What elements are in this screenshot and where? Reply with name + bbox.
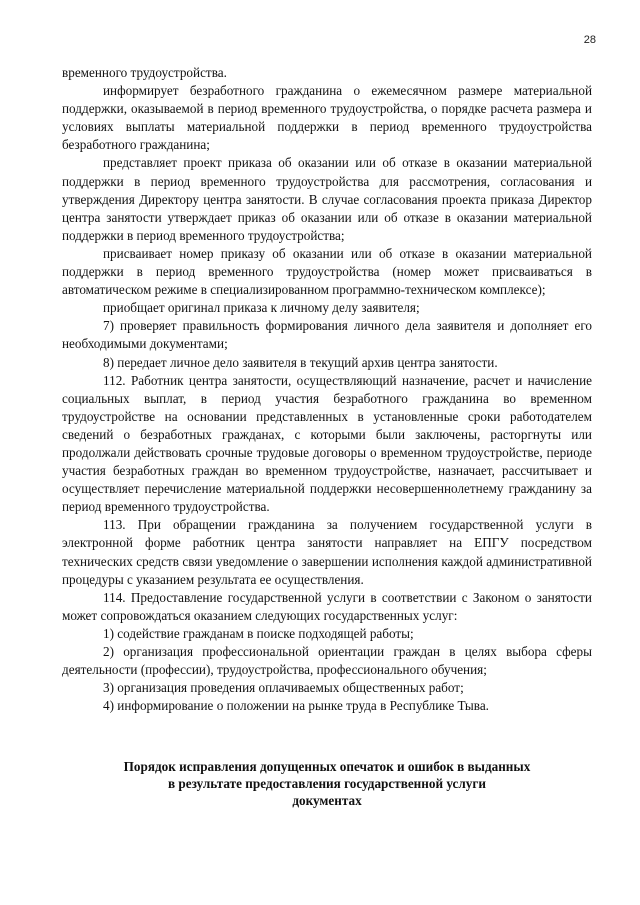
- section-heading: [62, 758, 592, 809]
- paragraph-informs: информирует безработного гражданина о ежемесячном размере материальной поддержки, оказываемой в период временного трудоустройства, о порядке расчета размера и условиях выплаты материальной поддержки в период временного трудоустройства безработного гражданина;: [62, 83, 592, 153]
- paragraph-continuation: временного трудоустройства.: [62, 65, 227, 80]
- list-item-2: 2) организация профессиональной ориентации граждан в целях выбора сферы деятельности (профессии), трудоустройства, профессионального обучения;: [62, 644, 592, 678]
- paragraph-item-7: 7) проверяет правильность формирования личного дела заявителя и дополняет его необходимыми документами;: [62, 318, 592, 352]
- list-item-4: 4) информирование о положении на рынке труда в Республике Тыва.: [103, 698, 489, 714]
- paragraph-presents-draft-order: представляет проект приказа об оказании или об отказе в оказании материальной поддержки в период временного трудоустройства для рассмотрения, согласования и утверждения Директору центра занятости. В случае согласования проекта приказа Директор центра занятости утверждает приказ об оказании или об отказе в оказании материальной поддержки в период временного трудоустройства;: [62, 155, 592, 243]
- list-item-3: 3) организация проведения оплачиваемых общественных работ;: [103, 680, 464, 696]
- paragraph-attaches-original: приобщает оригинал приказа к личному делу заявителя;: [103, 300, 420, 316]
- paragraph-item-8: 8) передает личное дело заявителя в текущий архив центра занятости.: [103, 354, 498, 370]
- heading-line-2: в результате предоставления государственной услуги: [168, 776, 486, 791]
- paragraph-113: 113. При обращении гражданина за получением государственной услуги в электронной форме работник центра занятости направляет на ЕПГУ посредством технических средств связи уведомление о завершении исполнения каждой административной процедуры с указанием результата ее осуществления.: [62, 517, 592, 587]
- page-number: 28: [583, 34, 596, 46]
- list-item-1: 1) содействие гражданам в поиске подходящей работы;: [103, 625, 414, 641]
- paragraph-114: 114. Предоставление государственной услуги в соответствии с Законом о занятости может сопровождаться оказанием следующих государственных услуг:: [62, 589, 592, 623]
- paragraph-assigns-number: присваивает номер приказу об оказании или об отказе в оказании материальной поддержки в период временного трудоустройства (номер может присваиваться в автоматическом режиме в специализированном программно-техническом комплексе);: [62, 245, 592, 298]
- heading-line-3: документах: [292, 793, 362, 808]
- heading-line-1: Порядок исправления допущенных опечаток и ошибок в выданных: [123, 759, 531, 774]
- body-text: [62, 64, 592, 715]
- paragraph-112: 112. Работник центра занятости, осуществляющий назначение, расчет и начисление социальных выплат, в период участия безработного гражданина во временном трудоустройстве на основании представленных в установленные сроки работодателем сведений о безработных гражданах, с которыми были заключены, расторгнуты или продолжали действовать срочные трудовые договоры о временном трудоустройстве, периоде участия безработных граждан во временном трудоустройстве, назначает, рассчитывает и осуществляет перечисление материальной поддержки несовершеннолетнему гражданину за период временного трудоустройства.: [62, 372, 592, 515]
